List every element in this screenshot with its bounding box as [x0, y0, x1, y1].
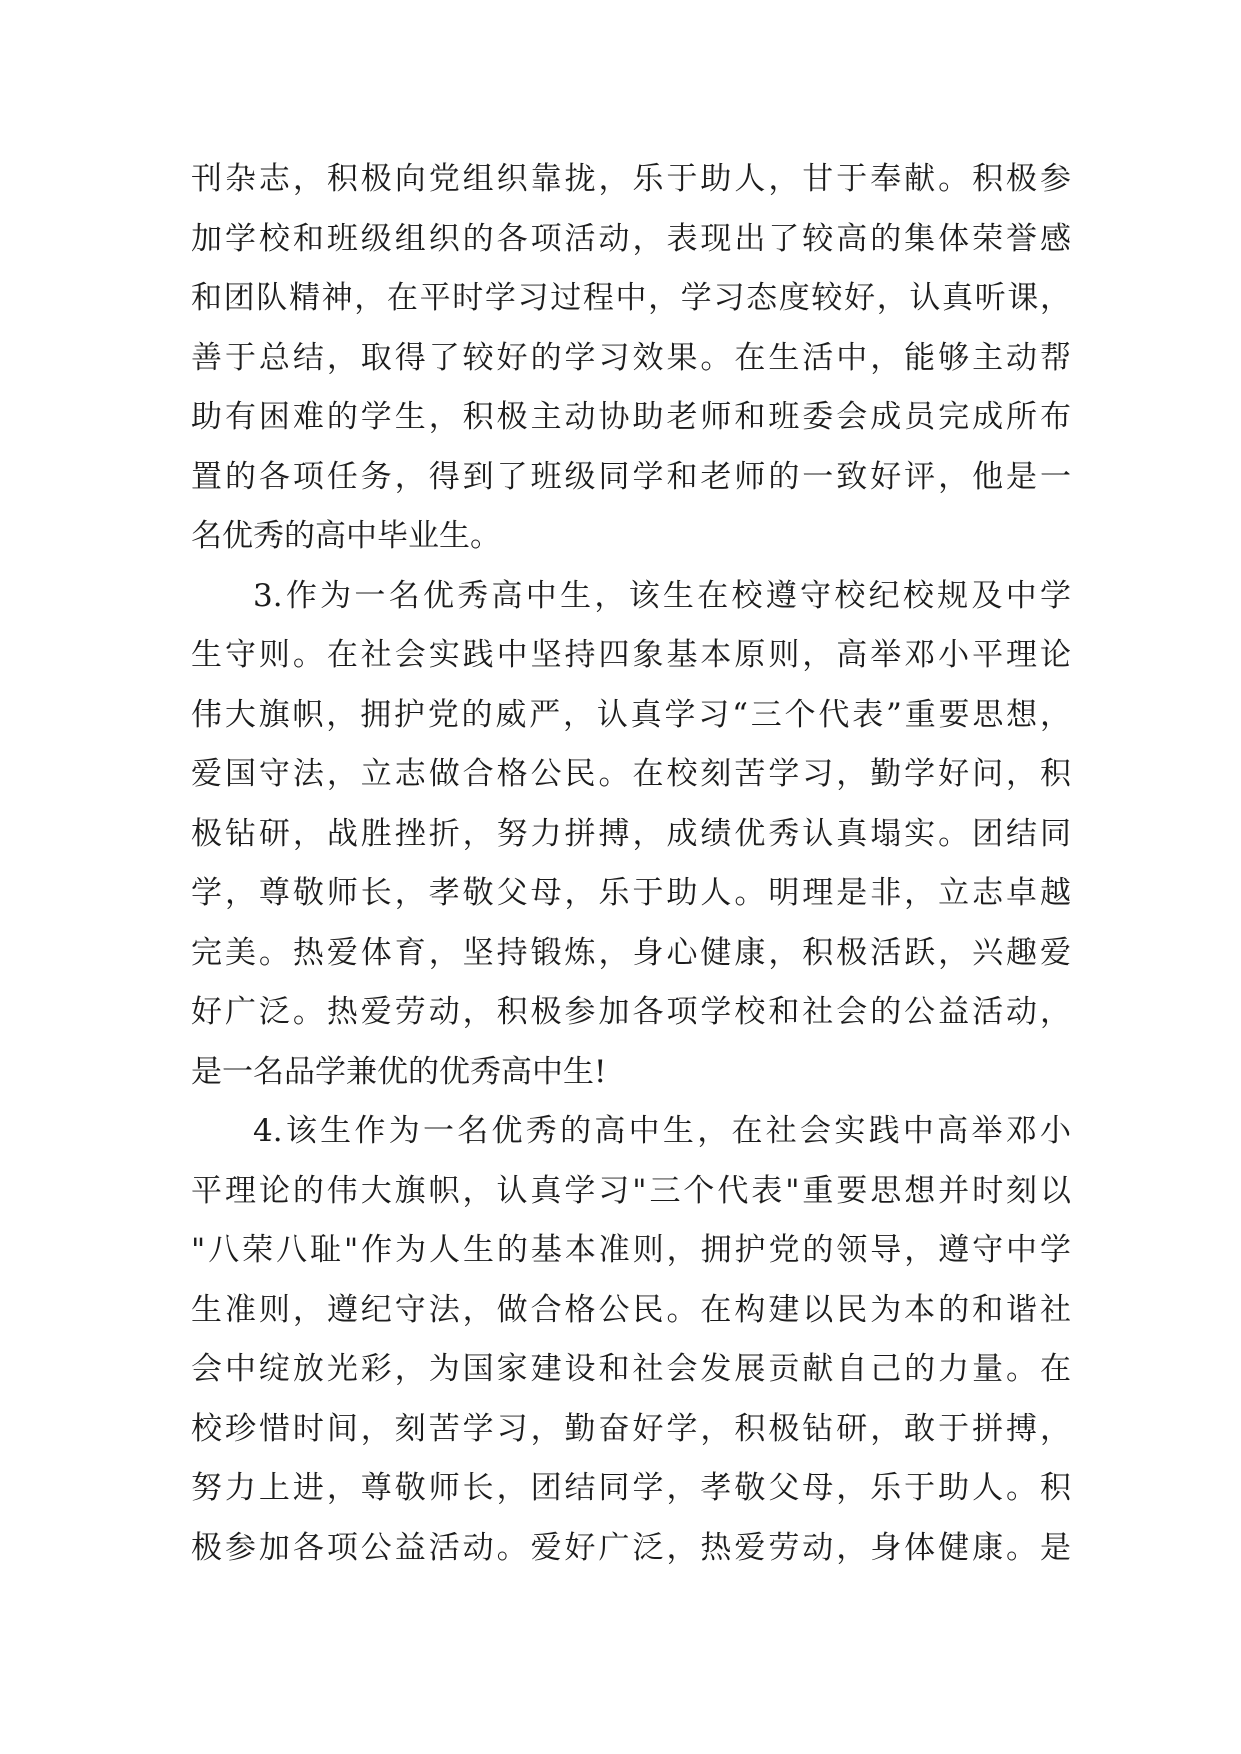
- text-line-22: 校珍惜时间，刻苦学习，勤奋好学，积极钻研，敢于拼搏，: [191, 1410, 1071, 1447]
- text-line-13: 学，尊敬师长，孝敬父母，乐于助人。明理是非，立志卓越: [191, 875, 1071, 911]
- text-line-5: 助有困难的学生，积极主动协助老师和班委会成员完成所布: [191, 399, 1071, 435]
- text-line-1: 刊杂志，积极向党组织靠拢，乐于助人，甘于奉献。积极参: [191, 161, 1071, 197]
- text-line-15: 好广泛。热爱劳动，积极参加各项学校和社会的公益活动，: [191, 994, 1071, 1030]
- text-line-11: 爱国守法，立志做合格公民。在校刻苦学习，勤学好问，积: [191, 756, 1071, 792]
- text-line-20: 生准则，遵纪守法，做合格公民。在构建以民为本的和谐社: [191, 1291, 1071, 1328]
- text-line-7: 名优秀的高中毕业生。: [191, 518, 501, 554]
- text-line-21: 会中绽放光彩，为国家建设和社会发展贡献自己的力量。在: [191, 1351, 1071, 1387]
- text-line-9: 生守则。在社会实践中坚持四象基本原则，高举邓小平理论: [191, 637, 1071, 673]
- text-line-18: 平理论的伟大旗帜，认真学习"三个代表"重要思想并时刻以: [191, 1172, 1071, 1209]
- text-line-8: 3.作为一名优秀高中生，该生在校遵守校纪校规及中学: [253, 577, 1071, 614]
- text-line-6: 置的各项任务，得到了班级同学和老师的一致好评，他是一: [191, 458, 1071, 495]
- text-line-23: 努力上进，尊敬师长，团结同学，孝敬父母，乐于助人。积: [191, 1470, 1071, 1506]
- text-line-2: 加学校和班级组织的各项活动，表现出了较高的集体荣誉感: [191, 220, 1071, 257]
- text-line-3: 和团队精神，在平时学习过程中，学习态度较好，认真听课，: [191, 280, 1071, 316]
- text-line-24: 极参加各项公益活动。爱好广泛，热爱劳动，身体健康。是: [191, 1529, 1071, 1566]
- text-line-17: 4.该生作为一名优秀的高中生，在社会实践中高举邓小: [253, 1113, 1071, 1149]
- body-text: [191, 150, 1071, 1578]
- text-line-10: 伟大旗帜，拥护党的威严，认真学习“三个代表”重要思想，: [191, 696, 1071, 733]
- text-line-19: "八荣八耻"作为人生的基本准则，拥护党的领导，遵守中学: [191, 1232, 1071, 1268]
- text-line-14: 完美。热爱体育，坚持锻炼，身心健康，积极活跃，兴趣爱: [191, 934, 1071, 971]
- text-line-16: 是一名品学兼优的优秀高中生!: [191, 1053, 607, 1090]
- text-line-12: 极钻研，战胜挫折，努力拼搏，成绩优秀认真塌实。团结同: [191, 815, 1071, 852]
- text-line-4: 善于总结，取得了较好的学习效果。在生活中，能够主动帮: [191, 339, 1071, 376]
